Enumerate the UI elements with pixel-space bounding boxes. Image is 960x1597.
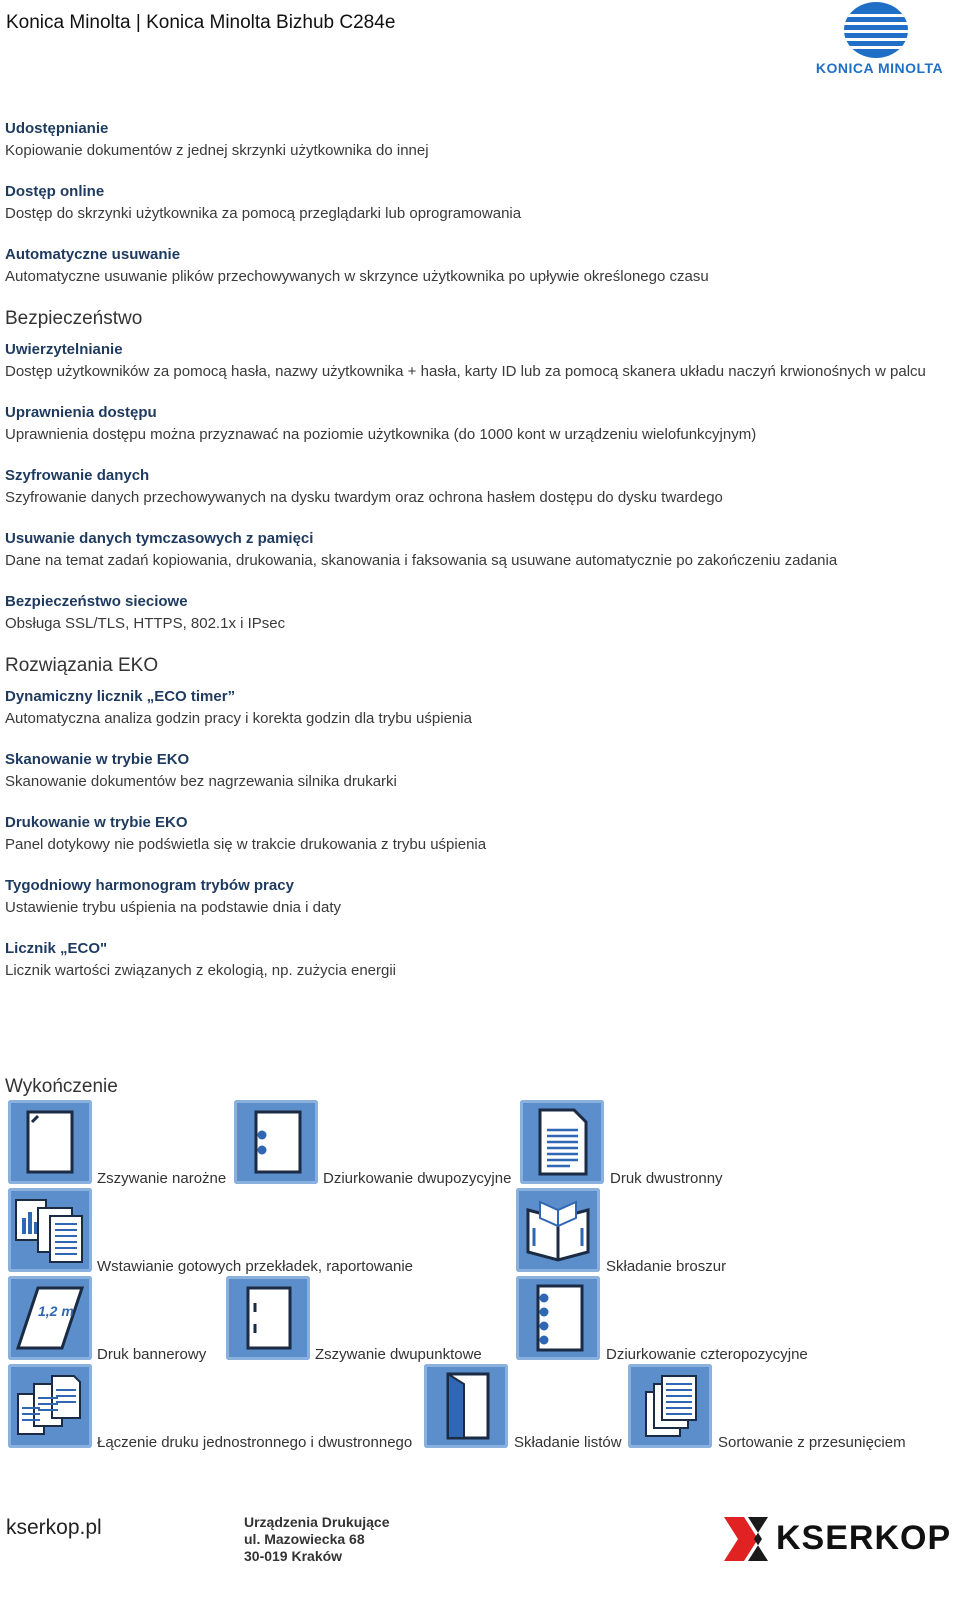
offset-sort-label: Sortowanie z przesunięciem: [718, 1434, 906, 1451]
list-item: [5, 749, 950, 792]
globe-icon: [844, 2, 908, 58]
corner-staple-icon: [8, 1100, 92, 1184]
item-title: Skanowanie w trybie EKO: [5, 751, 190, 768]
duplex-icon: [520, 1100, 604, 1184]
item-title: Dostęp online: [5, 183, 105, 200]
list-item: [5, 465, 950, 508]
list-item: [5, 812, 950, 855]
section-heading-security: Bezpieczeństwo: [5, 308, 143, 329]
item-title: Uwierzytelnianie: [5, 341, 123, 358]
item-desc: Skanowanie dokumentów bez nagrzewania silnika drukarki: [5, 773, 397, 790]
item-desc: Dostęp użytkowników za pomocą hasła, nazwy użytkownika + hasła, karty ID lub za pomocą skanera układu naczyń krwionośnych w palcu: [5, 363, 926, 380]
kserkop-wordmark: KSERKOP: [776, 1519, 952, 1557]
item-desc: Automatyczna analiza godzin pracy i korekta godzin dla trybu uśpienia: [5, 710, 472, 727]
item-title: Bezpieczeństwo sieciowe: [5, 593, 188, 610]
four-hole-punch-icon: [516, 1276, 600, 1360]
footer-url[interactable]: kserkop.pl: [6, 1516, 102, 1539]
list-item: [5, 339, 950, 382]
section-heading-eco: Rozwiązania EKO: [5, 655, 159, 676]
item-desc: Licznik wartości związanych z ekologią, np. zużycia energii: [5, 962, 397, 979]
kserkop-logo: [724, 1515, 952, 1563]
tab-insert-label: Wstawianie gotowych przekładek, raportowanie: [97, 1258, 413, 1275]
konica-minolta-logo: [812, 0, 947, 90]
four-hole-punch-label: Dziurkowanie czteropozycyjne: [606, 1346, 808, 1363]
list-item: [5, 181, 950, 224]
item-desc: Automatyczne usuwanie plików przechowywanych w skrzynce użytkownika po upływie określonego czasu: [5, 268, 709, 285]
two-point-staple-label: Zszywanie dwupunktowe: [315, 1346, 482, 1363]
offset-sort-icon: [628, 1364, 712, 1448]
banner-print-icon: [8, 1276, 92, 1360]
two-hole-punch-icon: [234, 1100, 318, 1184]
item-title: Usuwanie danych tymczasowych z pamięci: [5, 530, 314, 547]
page-title: Konica Minolta | Konica Minolta Bizhub C284e: [6, 12, 396, 33]
kserkop-mark-icon: [724, 1517, 772, 1561]
two-hole-punch-label: Dziurkowanie dwupozycyjne: [323, 1170, 512, 1187]
eco-list: [5, 686, 950, 981]
list-item: [5, 528, 950, 571]
address-line: Urządzenia Drukujące: [244, 1514, 390, 1530]
mixed-duplex-label: Łączenie druku jednostronnego i dwustronnego: [97, 1434, 413, 1451]
item-title: Tygodniowy harmonogram trybów pracy: [5, 877, 294, 894]
item-title: Udostępnianie: [5, 120, 109, 137]
letter-fold-icon: [424, 1364, 508, 1448]
item-title: Drukowanie w trybie EKO: [5, 814, 188, 831]
list-item: [5, 938, 950, 981]
tab-insert-icon: [8, 1188, 92, 1272]
list-item: [5, 402, 950, 445]
letter-fold-label: Składanie listów: [514, 1434, 622, 1451]
item-desc: Ustawienie trybu uśpienia na podstawie dnia i daty: [5, 899, 342, 916]
mixed-duplex-icon: [8, 1364, 92, 1448]
item-desc: Szyfrowanie danych przechowywanych na dysku twardym oraz ochrona hasłem dostępu do dysku twardego: [5, 489, 723, 506]
duplex-label: Druk dwustronny: [610, 1170, 723, 1187]
item-title: Uprawnienia dostępu: [5, 404, 157, 421]
list-item: [5, 591, 950, 634]
list-item: [5, 244, 950, 287]
item-title: Dynamiczny licznik „ECO timer”: [5, 688, 236, 705]
item-desc: Dostęp do skrzynki użytkownika za pomocą przeglądarki lub oprogramowania: [5, 205, 522, 222]
section-heading-finishing: Wykończenie: [5, 1076, 118, 1097]
address-line: ul. Mazowiecka 68: [244, 1531, 365, 1547]
item-desc: Uprawnienia dostępu można przyznawać na poziomie użytkownika (do 1000 kont w urządzeniu wielofunkcyjnym): [5, 426, 757, 443]
list-item: [5, 118, 950, 161]
item-title: Szyfrowanie danych: [5, 467, 150, 484]
footer-address: [244, 1514, 390, 1565]
banner-print-label: Druk bannerowy: [97, 1346, 207, 1363]
item-title: Automatyczne usuwanie: [5, 246, 181, 263]
spec-content: [5, 118, 950, 1001]
item-desc: Kopiowanie dokumentów z jednej skrzynki użytkownika do innej: [5, 142, 429, 159]
list-item: [5, 875, 950, 918]
address-line: 30-019 Kraków: [244, 1548, 343, 1564]
security-list: [5, 339, 950, 634]
booklet-label: Składanie broszur: [606, 1258, 727, 1275]
corner-staple-label: Zszywanie narożne: [97, 1170, 227, 1187]
banner-size-text: 1,2 m: [38, 1303, 74, 1319]
intro-list: [5, 118, 950, 287]
two-point-staple-icon: [226, 1276, 310, 1360]
item-title: Licznik „ECO": [5, 940, 108, 957]
item-desc: Panel dotykowy nie podświetla się w trakcie drukowania z trybu uśpienia: [5, 836, 487, 853]
item-desc: Dane na temat zadań kopiowania, drukowania, skanowania i faksowania są usuwane automatycznie po zakończeniu zadania: [5, 552, 838, 569]
list-item: [5, 686, 950, 729]
item-desc: Obsługa SSL/TLS, HTTPS, 802.1x i IPsec: [5, 615, 286, 632]
logo-wordmark: KONICA MINOLTA: [815, 60, 944, 76]
booklet-icon: [516, 1188, 600, 1272]
